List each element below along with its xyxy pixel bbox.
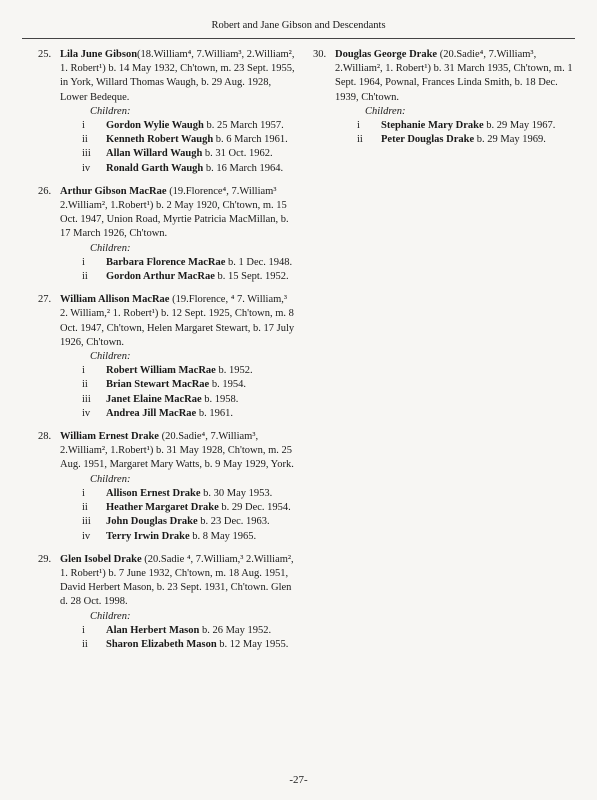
child-name: Stephanie Mary Drake [381,120,484,132]
child-details: b. 26 May 1952. [199,624,272,636]
person-details: (20.Sadie ⁴, 7.William,³ 2.William², 1. Robert¹) b. 7 June 1932, Ch'town, m. 18 Aug. 1951, David Herbert Mason, b. 23 Sept. 1931, Ch'town. Glen d. 28 Oct. 1998. [60,553,294,608]
child-details: b. 15 Sept. 1952. [214,271,289,283]
children-label: Children: [90,610,131,622]
child-numeral: ii [82,502,88,514]
child-name: Barbara Florence MacRae [106,256,226,268]
child-details: b. 29 Dec. 1954. [218,502,291,514]
child-numeral: i [82,120,85,132]
child-row [60,364,296,378]
children-label: Children: [90,351,131,363]
child-name: Alan Herbert Mason [106,624,200,636]
child-row [335,133,575,147]
genealogy-entry [38,293,296,421]
child-numeral: ii [82,379,88,391]
left-column [38,48,296,661]
entry-number: 29. [38,553,52,565]
genealogy-entry [38,430,296,544]
child-numeral: i [82,256,85,268]
child-row [60,515,296,529]
child-numeral: iv [82,407,91,419]
person-details: (20.Sadie⁴, 7.William³, 2.William², 1.Robert¹) b. 31 May 1928, Ch'town, m. 25 Aug. 1951, Margaret Mary Watts, b. 9 May 1929, York. [60,431,294,471]
page-header [22,8,575,39]
child-row [60,407,296,421]
child-row [60,530,296,544]
child-row [60,133,296,147]
child-row [60,162,296,176]
child-name: Terry Irwin Drake [106,530,190,542]
child-numeral: iii [82,393,91,405]
child-name: Robert William MacRae [106,365,216,377]
page-number: -27- [289,774,308,786]
entry-text [60,430,296,473]
child-details: b. 31 Oct. 1962. [202,148,273,160]
child-name: Ronald Garth Waugh [106,162,204,174]
child-details: b. 6 March 1961. [213,134,288,146]
child-details: b. 16 March 1964. [203,162,284,174]
entry-number: 28. [38,431,52,443]
person-name: William Ernest Drake [60,431,159,443]
child-row [60,256,296,270]
child-numeral: i [82,624,85,636]
child-numeral: iii [82,148,91,160]
child-numeral: iii [82,516,91,528]
children-label: Children: [90,242,131,254]
child-name: Sharon Elizabeth Mason [106,638,217,650]
child-name: Heather Margaret Drake [106,502,219,514]
child-row [60,378,296,392]
child-details: b. 1958. [201,393,239,405]
child-name: Gordon Arthur MacRae [106,271,215,283]
person-name: Douglas George Drake [335,49,438,60]
child-details: b. 29 May 1969. [474,134,546,146]
person-details: (19.Florence, ⁴ 7. William,³ 2. William,² 1. Robert¹) b. 12 Sept. 1925, Ch'town, m. 8 Oct. 1947, Ch'town, Helen Margaret Stewart, b. 17 July 1926, Ch'town. [60,294,295,348]
child-name: Andrea Jill MacRae [106,407,197,419]
child-row [60,501,296,515]
child-numeral: i [82,365,85,377]
child-row [60,270,296,284]
child-details: b. 8 May 1965. [189,530,257,542]
child-row [60,147,296,161]
child-numeral: ii [82,638,88,650]
child-numeral: iv [82,530,91,542]
person-name: William Allison MacRae [60,294,170,306]
child-row [335,119,575,133]
child-numeral: iv [82,162,91,174]
entry-text [60,185,296,242]
child-name: Allan Willard Waugh [106,148,203,160]
entry-text [60,48,296,105]
child-details: b. 23 Dec. 1963. [197,516,270,528]
header-title: Robert and Jane Gibson and Descendants [211,20,386,31]
person-details: (19.Florence⁴, 7.William³ 2.William², 1.Robert¹) b. 2 May 1920, Ch'town, m. 15 Oct. 1947, Union Road, Myrtie Patricia MacMillan, b. 17 March 1926, Ch'town. [60,185,289,240]
child-details: b. 12 May 1955. [216,638,289,650]
person-name: Lila June Gibson [60,49,138,60]
child-name: John Douglas Drake [106,516,198,528]
entry-text [60,553,296,610]
person-details: (20.Sadie⁴, 7.William³, 2.William², 1. Robert¹) b. 31 March 1935, Ch'town, m. 1 Sept. 1964, Pownal, Frances Linda Smith, b. 18 Dec. 1939, Ch'town. [335,49,573,103]
child-details: b. 29 May 1967. [483,120,556,132]
genealogy-entry [38,553,296,652]
person-name: Arthur Gibson MacRae [60,185,167,197]
child-name: Kenneth Robert Waugh [106,134,214,146]
child-row [60,119,296,133]
entry-number: 30. [313,49,327,60]
right-column [313,48,575,156]
child-name: Janet Elaine MacRae [106,393,202,405]
entry-number: 25. [38,49,52,60]
genealogy-entry [38,48,296,176]
person-name: Glen Isobel Drake [60,553,142,565]
children-label: Children: [90,473,131,485]
child-name: Gordon Wylie Waugh [106,120,204,132]
child-details: b. 1 Dec. 1948. [225,256,293,268]
child-details: b. 1961. [196,407,233,419]
children-label: Children: [90,105,131,117]
child-row [60,624,296,638]
child-details: b. 1954. [209,379,246,391]
entry-text [335,48,575,105]
person-details: (18.William⁴, 7.William³, 2.William², 1. Robert¹) b. 14 May 1932, Ch'town, m. 23 Sept. 1955, in York, Willard Thomas Waugh, b. 29 Aug. 1928, Lower Bedeque. [60,49,295,103]
entry-number: 27. [38,294,52,306]
child-numeral: i [82,487,85,499]
child-details: b. 25 March 1957. [203,120,284,132]
child-numeral: ii [82,134,88,146]
genealogy-entry [313,48,575,147]
children-label: Children: [365,105,406,117]
child-numeral: i [357,120,360,132]
child-details: b. 1952. [215,365,253,377]
child-numeral: ii [357,134,363,146]
child-name: Allison Ernest Drake [106,487,201,499]
child-name: Peter Douglas Drake [381,134,475,146]
child-name: Brian Stewart MacRae [106,379,210,391]
child-row [60,487,296,501]
genealogy-entry [38,185,296,284]
child-details: b. 30 May 1953. [200,487,273,499]
entry-number: 26. [38,185,52,197]
child-numeral: ii [82,271,88,283]
child-row [60,393,296,407]
entry-text [60,293,296,350]
child-row [60,638,296,652]
